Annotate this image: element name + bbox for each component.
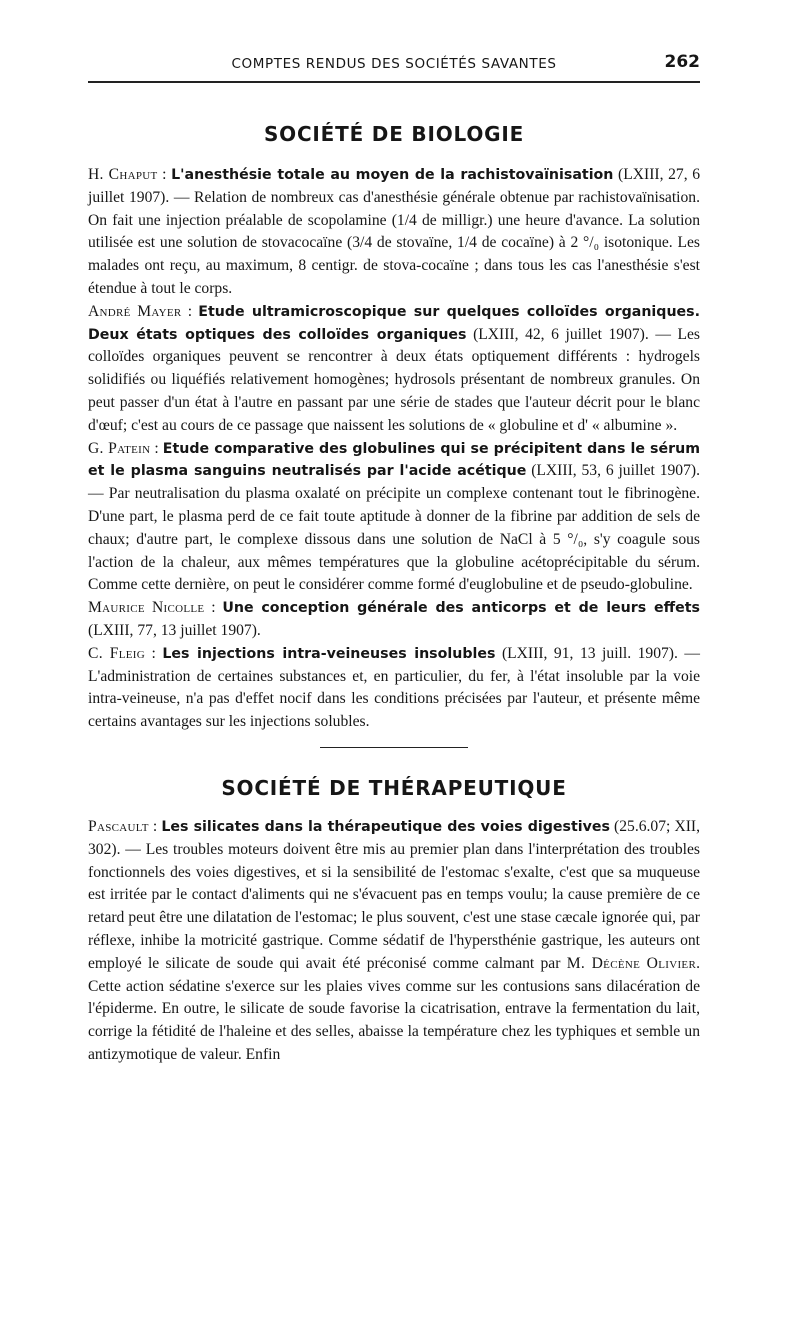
page-number: 262 <box>664 52 700 72</box>
entry-author: G. Patein <box>88 439 151 457</box>
entry-title: Une conception générale des anticorps et de leurs effets <box>222 600 700 617</box>
page-header <box>88 48 700 76</box>
entry-title: Les injections intra-veineuses insolubles <box>162 645 496 662</box>
entry-pascault: Pascault : Les silicates dans la thérapeutique des voies digestives (25.6.07; XII, 302). — Les troubles moteurs doivent être mis au premier plan dans l'interprétation des troubles fonctionnels des voies digestives, et si la sensibilité de l'estomac s'exalte, c'est que sa muqueuse est irritée par le contact d'aliments qui ne s'évacuent pas en temps voulu; la cause première de ce retard peut être une dilatation de l'estomac; le plus souvent, c'est une stase cæcale ignorée qui, par réflexe, inhibe la motricité gastrique. Comme sédatif de l'hypersthénie gastrique, les auteurs ont employé le silicate de soude qui avait été préconisé comme calmant par M. Décène Olivier. Cette action sédatine s'exerce sur les plaies vives comme sur les contusions sans dilacération de l'épiderme. En outre, le silicate de soude favorise la cicatrisation, entrave la fermentation du lait, corrige la fétidité de l'haleine et des selles, abaisse la température chez les typhiques et semble un antizymotique de valeur. Enfin <box>88 817 700 1063</box>
entry-body: (LXIII, 27, 6 juillet 1907). — Relation de nombreux cas d'anesthésie générale obtenue par rachistovaïnisation. On fait une injection préalable de scopolamine (1/4 de milligr.) une heure d'avance. La solution utilisée est une solution de stovacocaïne (3/4 de stovaïne, 1/4 de cocaïne) à 2 °/₀ isotonique. Les malades ont reçu, au maximum, 8 centigr. de stova-cocaïne ; dans tous les cas l'anesthésie s'est étendue à tout le corps. <box>88 166 700 297</box>
entry-title: Les silicates dans la thérapeutique des voies digestives <box>161 818 610 835</box>
section-title-therapeutique: SOCIÉTÉ DE THÉRAPEUTIQUE <box>221 775 567 800</box>
entry-title: L'anesthésie totale au moyen de la rachistovaïnisation <box>171 167 614 183</box>
entry-author: H. Chaput <box>88 166 158 183</box>
entry-title: Etude comparative des globulines qui se précipitent dans le sérum et le plasma sanguins neutralisés par l'acide acétique <box>88 440 700 480</box>
document-page <box>88 48 700 1067</box>
entry-cited-author: M. Décène Olivier <box>566 954 697 972</box>
entry-body: (LXIII, 42, 6 juillet 1907). — Les colloïdes organiques peuvent se rencontrer à deux états optiquement différents : hydrogels solidifiés ou liquéfiés relativement homogènes; hydrosols présentant de nombreux granules. On peut passer d'un état à l'autre en passant par une série de stades que l'auteur décrit pour le blanc d'œuf; c'est au cours de ce passage que naissent les solutions de « globuline et d' « albumine ». <box>88 325 700 434</box>
entry-author: Pascault <box>88 817 149 835</box>
entry-author: C. Fleig <box>88 644 145 662</box>
entry-title: Etude ultramicroscopique sur quelques colloïdes organiques. Deux états optiques des colloïdes organiques <box>88 303 701 343</box>
entry-author: Maurice Nicolle <box>88 599 205 617</box>
entry-chaput: H. Chaput : L'anesthésie totale au moyen de la rachistovaïnisation (LXIII, 27, 6 juillet 1907). — Relation de nombreux cas d'anesthésie générale obtenue par rachistovaïnisation. On fait une injection préalable de scopolamine (1/4 de milligr.) une heure d'avance. La solution utilisée est une solution de stovacocaïne (3/4 de stovaïne, 1/4 de cocaïne) à 2 °/₀ isotonique. Les malades ont reçu, au maximum, 8 centigr. de stova-cocaïne ; dans tous les cas l'anesthésie s'est étendue à tout le corps. <box>88 166 700 297</box>
entry-nicolle: Maurice Nicolle : Une conception générale des anticorps et de leurs effets (LXIII, 77, 13 juillet 1907). <box>88 599 700 639</box>
entry-body-continued: . Cette action sédatine s'exerce sur les plaies vives comme sur les contusions sans dilacération de l'épiderme. En outre, le silicate de soude favorise la cicatrisation, entrave la fermentation du lait, corrige la fétidité de l'haleine et des selles, abaisse la température chez les typhiques et semble un antizymotique de valeur. Enfin <box>88 954 700 1063</box>
entry-body: (25.6.07; XII, 302). — Les troubles moteurs doivent être mis au premier plan dans l'interprétation des troubles fonctionnels des voies digestives, et si la sensibilité de l'estomac s'exalte, c'est que sa muqueuse est irritée par le contact d'aliments qui ne s'évacuent pas en temps voulu; la cause première de ce retard peut être une dilatation de l'estomac; le plus souvent, c'est une stase cæcale ignorée qui, par réflexe, inhibe la motricité gastrique. Comme sédatif de l'hypersthénie gastrique, les auteurs ont employé le silicate de soude qui avait été préconisé comme calmant par <box>88 817 700 972</box>
entry-body: (LXIII, 91, 13 juill. 1907). — L'administration de certaines substances et, en particulier, du fer, à l'état insoluble par la voie intra-veineuse, n'a pas d'effet nocif dans les conditions précisées par l'auteur, et présente même certains avantages sur les injections solubles. <box>88 644 701 731</box>
entry-author: André Mayer <box>88 302 182 320</box>
entry-patein: G. Patein : Etude comparative des globulines qui se précipitent dans le sérum et le plasma sanguins neutralisés par l'acide acétique (LXIII, 53, 6 juillet 1907). — Par neutralisation du plasma oxalaté on précipite un complexe contenant tout le fibrinogène. D'une part, le plasma perd de ce fait toute aptitude à donner de la fibrine par addition de sels de chaux; d'autre part, le complexe dissous dans une solution de NaCl à 5 °/₀, s'y coagule sous l'action de la chaleur, aux mêmes températures que la globuline acétoprécipitable du sérum. Comme cette dernière, on peut le considérer comme formé d'euglobuline et de pseudo-globuline. <box>88 439 700 594</box>
entry-fleig: C. Fleig : Les injections intra-veineuses insolubles (LXIII, 91, 13 juill. 1907). — L'administration de certaines substances et, en particulier, du fer, à l'état insoluble par la voie intra-veineuse, n'a pas d'effet nocif dans les conditions précisées par l'auteur, et présente même certains avantages sur les injections solubles. <box>88 644 701 731</box>
entry-body: (LXIII, 77, 13 juillet 1907). <box>88 621 261 639</box>
entry-body: (LXIII, 53, 6 juillet 1907). — Par neutralisation du plasma oxalaté on précipite un complexe contenant tout le fibrinogène. D'une part, le plasma perd de ce fait toute aptitude à donner de la fibrine par addition de sels de chaux; d'autre part, le complexe dissous dans une solution de NaCl à 5 °/₀, s'y coagule sous l'action de la chaleur, aux mêmes températures que la globuline acétoprécipitable du sérum. Comme cette dernière, on peut le considérer comme formé d'euglobuline et de pseudo-globuline. <box>88 462 700 594</box>
header-rule <box>88 81 700 83</box>
running-title: COMPTES RENDUS DES SOCIÉTÉS SAVANTES <box>231 56 557 72</box>
entry-mayer: André Mayer : Etude ultramicroscopique sur quelques colloïdes organiques. Deux états optiques des colloïdes organiques (LXIII, 42, 6 juillet 1907). — Les colloïdes organiques peuvent se rencontrer à deux états optiquement différents : hydrogels solidifiés ou liquéfiés relativement homogènes; hydrosols présentant de nombreux granules. On peut passer d'un état à l'autre en passant par une série de stades que l'auteur décrit pour le blanc d'œuf; c'est au cours de ce passage que naissent les solutions de « globuline et d' « albumine ». <box>88 302 701 434</box>
section-divider <box>320 747 468 748</box>
section-title-biologie: SOCIÉTÉ DE BIOLOGIE <box>263 122 525 146</box>
